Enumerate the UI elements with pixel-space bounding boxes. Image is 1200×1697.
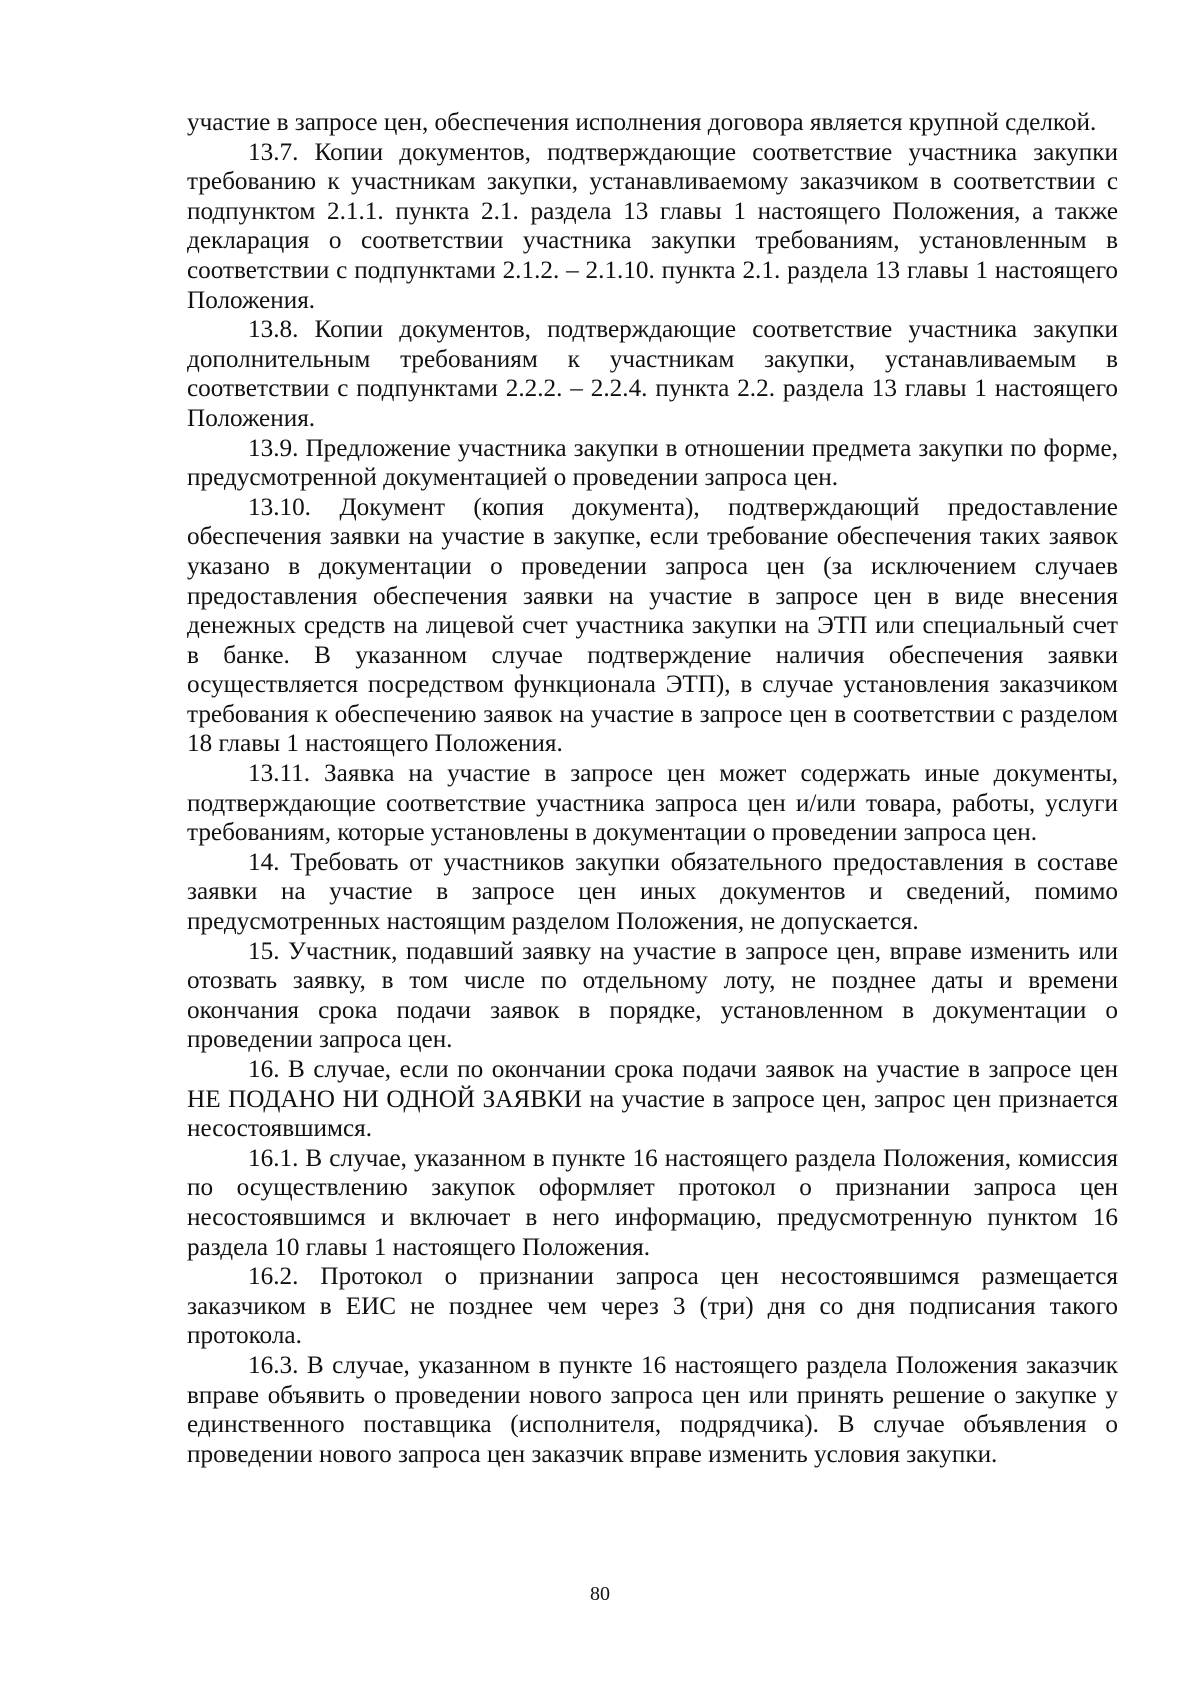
paragraph-13-10: 13.10. Документ (копия документа), подтверждающий предоставление обеспечения заявки на участие в закупке, если требование обеспечения таких заявок указано в документации о проведении запроса цен (за исключением случаев предоставления обеспечения заявки на участие в запросе цен в виде внесения денежных средств на лицевой счет участника закупки на ЭТП или специальный счет в банке. В указанном случае подтверждение наличия обеспечения заявки осуществляется посредством функционала ЭТП), в случае установления заказчиком требования к обеспечению заявок на участие в запросе цен в соответствии с разделом 18 главы 1 настоящего Положения. bbox=[187, 493, 1118, 758]
paragraph-16-2: 16.2. Протокол о признании запроса цен несостоявшимся размещается заказчиком в ЕИС не позднее чем через 3 (три) дня со дня подписания такого протокола. bbox=[187, 1263, 1118, 1350]
paragraph-15: 15. Участник, подавший заявку на участие в запросе цен, вправе изменить или отозвать заявку, в том числе по отдельному лоту, не позднее даты и времени окончания срока подачи заявок в порядке, установленном в документации о проведении запроса цен. bbox=[187, 937, 1118, 1054]
paragraph-13-7: 13.7. Копии документов, подтверждающие соответствие участника закупки требованию к участникам закупки, устанавливаемому заказчиком в соответствии с подпунктом 2.1.1. пункта 2.1. раздела 13 главы 1 настоящего Положения, а также декларация о соответствии участника закупки требованиям, установленным в соответствии с подпунктами 2.1.2. – 2.1.10. пункта 2.1. раздела 13 главы 1 настоящего Положения. bbox=[187, 138, 1118, 314]
paragraph-16: 16. В случае, если по окончании срока подачи заявок на участие в запросе цен НЕ ПОДАНО НИ ОДНОЙ ЗАЯВКИ на участие в запросе цен, запрос цен признается несостоявшимся. bbox=[187, 1056, 1118, 1143]
page-number: 80 bbox=[590, 1583, 610, 1605]
paragraph-16-3: 16.3. В случае, указанном в пункте 16 настоящего раздела Положения заказчик вправе объявить о проведении нового запроса цен или принять решение о закупке у единственного поставщика (исполнителя, подрядчика). В случае объявления о проведении нового запроса цен заказчик вправе изменить условия закупки. bbox=[187, 1351, 1118, 1468]
paragraph-16-1: 16.1. В случае, указанном в пункте 16 настоящего раздела Положения, комиссия по осуществлению закупок оформляет протокол о признании запроса цен несостоявшимся и включает в него информацию, предусмотренную пунктом 16 раздела 10 главы 1 настоящего Положения. bbox=[187, 1144, 1118, 1261]
body-text bbox=[187, 108, 1118, 1469]
paragraph-13-9: 13.9. Предложение участника закупки в отношении предмета закупки по форме, предусмотренной документацией о проведении запроса цен. bbox=[187, 434, 1118, 492]
paragraph-13-11: 13.11. Заявка на участие в запросе цен может содержать иные документы, подтверждающие соответствие участника запроса цен и/или товара, работы, услуги требованиям, которые установлены в документации о проведении запроса цен. bbox=[187, 760, 1118, 847]
paragraph-13-8: 13.8. Копии документов, подтверждающие соответствие участника закупки дополнительным требованиям к участникам закупки, устанавливаемым в соответствии с подпунктами 2.2.2. – 2.2.4. пункта 2.2. раздела 13 главы 1 настоящего Положения. bbox=[187, 316, 1118, 432]
paragraph-continuation: участие в запросе цен, обеспечения исполнения договора является крупной сделкой. bbox=[187, 109, 1097, 136]
paragraph-14: 14. Требовать от участников закупки обязательного предоставления в составе заявки на участие в запросе цен иных документов и сведений, помимо предусмотренных настоящим разделом Положения, не допускается. bbox=[187, 848, 1118, 936]
